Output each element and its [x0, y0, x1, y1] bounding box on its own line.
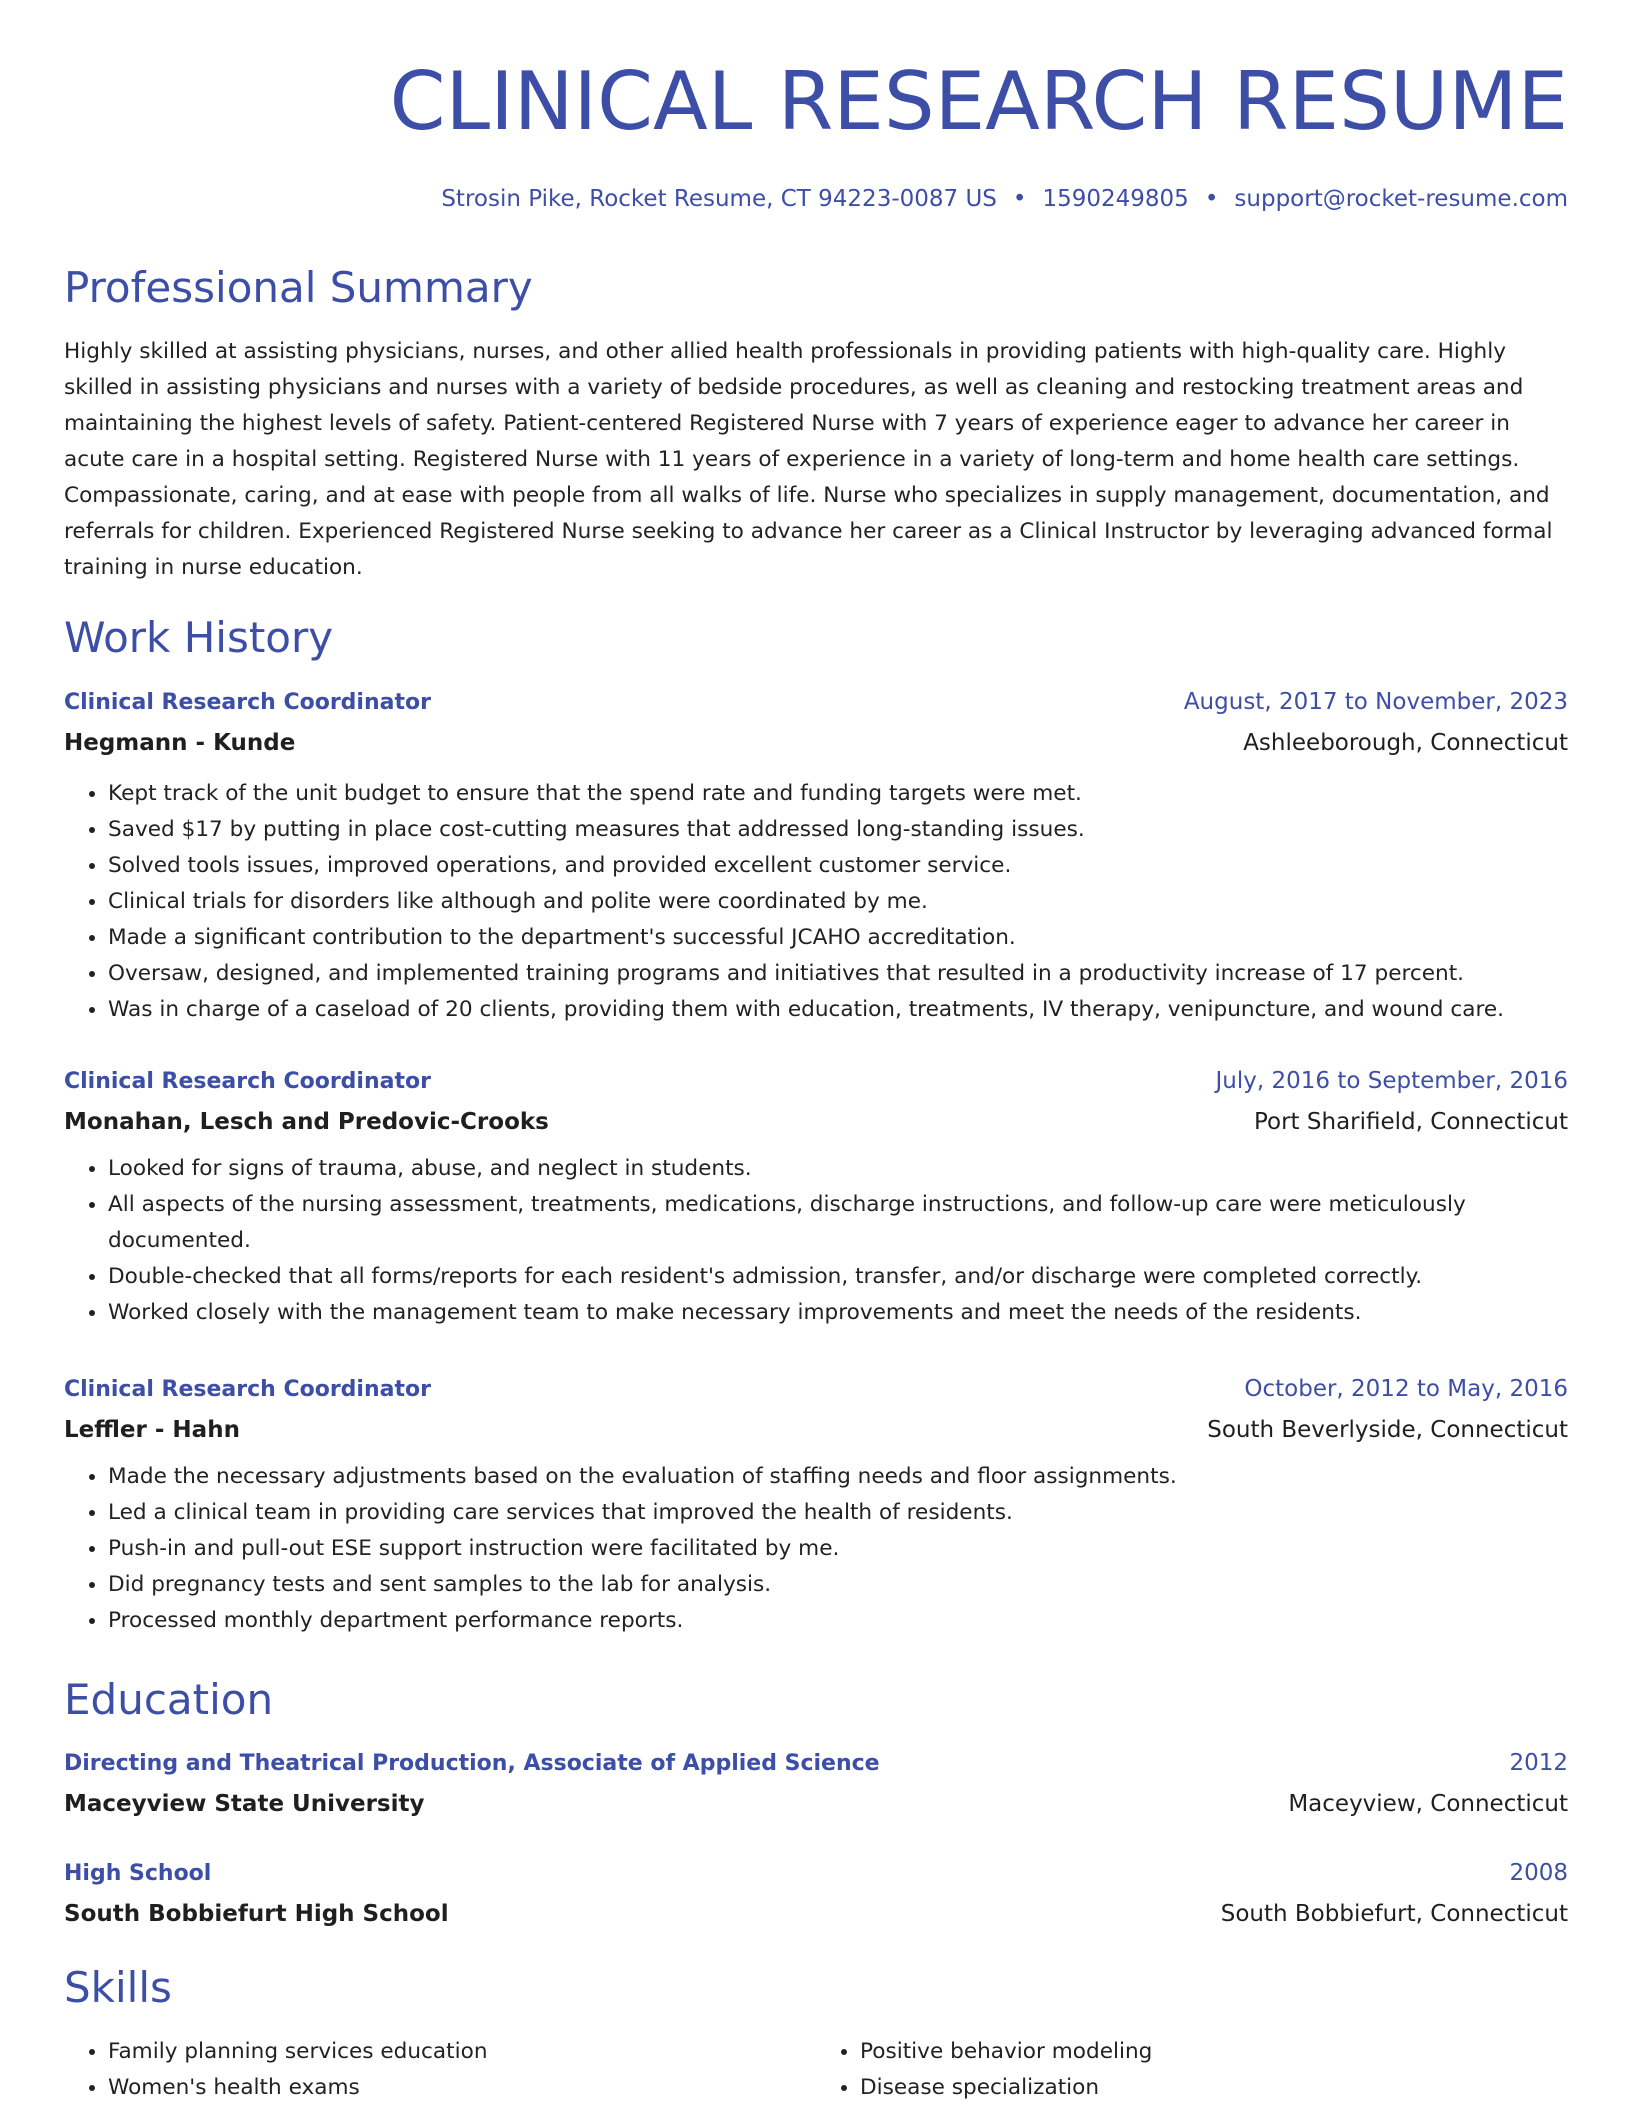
summary-section — [64, 262, 1568, 586]
skill-item: • Positive behavior modeling — [860, 2034, 1568, 2070]
job-duty: • Processed monthly department performance reports. — [108, 1603, 1568, 1639]
education-heading: Education — [64, 1675, 274, 1724]
contact-separator: • — [1012, 186, 1027, 212]
job-duty: • Did pregnancy tests and sent samples to the lab for analysis. — [108, 1567, 1568, 1603]
job-location: Ashleeborough, Connecticut — [1243, 730, 1568, 756]
job-duty: • Made the necessary adjustments based on the evaluation of staffing needs and floor assignments. — [108, 1459, 1568, 1495]
school-name: Maceyview State University — [64, 1791, 425, 1817]
skill-item: • Women's health exams — [108, 2070, 816, 2106]
job-duties-list — [64, 1151, 1568, 1331]
job-duty: • Solved tools issues, improved operations, and provided excellent customer service. — [108, 848, 1568, 884]
contact-line — [64, 184, 1568, 214]
education-entry — [64, 1748, 1568, 1819]
job-duty: • Oversaw, designed, and implemented training programs and initiatives that resulted in a productivity increase of 17 percent. — [108, 956, 1568, 992]
job-duty: • Made a significant contribution to the department's successful JCAHO accreditation. — [108, 920, 1568, 956]
job-duty: • Clinical trials for disorders like although and polite were coordinated by me. — [108, 884, 1568, 920]
skill-item: • Family planning services education — [108, 2034, 816, 2070]
job-dates: October, 2012 to May, 2016 — [1244, 1376, 1568, 1402]
job-entry — [64, 687, 1568, 1028]
skill-item: • Disease specialization — [860, 2070, 1568, 2106]
contact-address: Strosin Pike, Rocket Resume, CT 94223-0087 US — [441, 186, 997, 212]
job-duties-list — [64, 1459, 1568, 1639]
job-title: Clinical Research Coordinator — [64, 1377, 431, 1402]
job-entry — [64, 1066, 1568, 1331]
skills-column-left — [64, 2034, 816, 2106]
skills-list — [64, 2034, 1568, 2106]
graduation-year: 2012 — [1509, 1750, 1568, 1776]
job-duties-list — [64, 776, 1568, 1028]
resume-title: CLINICAL RESEARCH RESUME — [389, 55, 1568, 148]
job-duty: • Double-checked that all forms/reports for each resident's admission, transfer, and/or discharge were completed correctly. — [108, 1259, 1568, 1295]
school-location: Maceyview, Connecticut — [1288, 1791, 1568, 1817]
summary-text: Highly skilled at assisting physicians, nurses, and other allied health professionals in providing patients with high-quality care. Highly skilled in assisting physicians and nurses with a variety of bedside procedures, as well as cleaning and restocking treatment areas and maintaining the highest levels of safety. Patient-centered Registered Nurse with 7 years of experience eager to advance her career in acute care in a hospital setting. Registered Nurse with 11 years of experience in a variety of long-term and home health care settings. Compassionate, caring, and at ease with people from all walks of life. Nurse who specializes in supply management, documentation, and referrals for children. Experienced Registered Nurse seeking to advance her career as a Clinical Instructor by leveraging advanced formal training in nurse education. — [64, 339, 1553, 580]
job-duty: • Was in charge of a caseload of 20 clients, providing them with education, treatments, IV therapy, venipuncture, and wound care. — [108, 992, 1568, 1028]
company-name: Hegmann - Kunde — [64, 730, 296, 756]
resume-header — [64, 0, 1568, 214]
job-title: Clinical Research Coordinator — [64, 690, 431, 715]
job-duty: • Led a clinical team in providing care services that improved the health of residents. — [108, 1495, 1568, 1531]
job-entry — [64, 1374, 1568, 1639]
job-duty: • Saved $17 by putting in place cost-cutting measures that addressed long-standing issues. — [108, 812, 1568, 848]
skills-column-right — [816, 2034, 1568, 2106]
job-location: South Beverlyside, Connecticut — [1207, 1417, 1568, 1443]
job-duty: • Push-in and pull-out ESE support instruction were facilitated by me. — [108, 1531, 1568, 1567]
work-history-heading: Work History — [64, 613, 334, 662]
job-location: Port Sharifield, Connecticut — [1253, 1109, 1568, 1135]
job-dates: August, 2017 to November, 2023 — [1183, 689, 1568, 715]
job-duty: • Kept track of the unit budget to ensure that the spend rate and funding targets were met. — [108, 776, 1568, 812]
skills-heading: Skills — [64, 1963, 172, 2012]
job-duty: • All aspects of the nursing assessment, treatments, medications, discharge instructions, and follow-up care were meticulously documented. — [108, 1187, 1568, 1259]
contact-separator: • — [1204, 186, 1219, 212]
summary-heading: Professional Summary — [64, 263, 533, 312]
school-name: South Bobbiefurt High School — [64, 1901, 449, 1927]
school-location: South Bobbiefurt, Connecticut — [1220, 1901, 1568, 1927]
education-entry — [64, 1858, 1568, 1929]
degree-title: High School — [64, 1861, 212, 1886]
company-name: Monahan, Lesch and Predovic-Crooks — [64, 1109, 549, 1135]
job-dates: July, 2016 to September, 2016 — [1215, 1068, 1568, 1094]
company-name: Leffler - Hahn — [64, 1417, 240, 1443]
contact-phone: 1590249805 — [1042, 186, 1189, 212]
job-duty: • Looked for signs of trauma, abuse, and neglect in students. — [108, 1151, 1568, 1187]
contact-email[interactable]: support@rocket-resume.com — [1234, 186, 1568, 212]
degree-title: Directing and Theatrical Production, Associate of Applied Science — [64, 1751, 880, 1776]
job-title: Clinical Research Coordinator — [64, 1069, 431, 1094]
job-duty: • Worked closely with the management team to make necessary improvements and meet the needs of the residents. — [108, 1295, 1568, 1331]
graduation-year: 2008 — [1509, 1860, 1568, 1886]
